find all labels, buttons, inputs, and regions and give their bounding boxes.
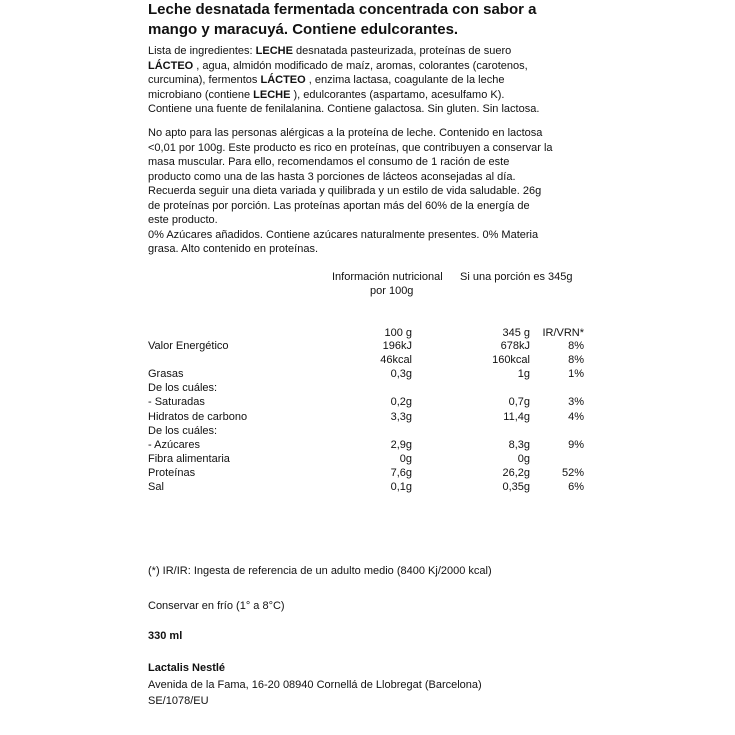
nutrient-name: - Saturadas <box>148 396 205 409</box>
nutrient-name: Proteínas <box>148 466 196 479</box>
allergen-lacteo: LÁCTEO <box>260 74 306 86</box>
column-header-100g: 100 g <box>384 327 412 339</box>
nutrition-header-per-100g-sub: por 100g <box>370 285 414 297</box>
notes-line: grasa. Alto contenido en proteínas. <box>148 243 319 255</box>
allergen-lacteo: LÁCTEO <box>148 59 194 72</box>
ingredients-text: Contiene una fuente de fenilalanina. Contiene galactosa. Sin gluten. Sin lactosa. <box>148 103 540 115</box>
ingredients-text: Lista de ingredientes: <box>148 45 256 57</box>
notes-line: Recuerda seguir una dieta variada y quilibrada y un estilo de vida saludable. 26g <box>148 185 542 197</box>
nutrition-header-per-100g: Información nutricional <box>332 271 443 283</box>
footnote: (*) IR/IR: Ingesta de referencia de un adulto medio (8400 Kj/2000 kcal) <box>148 565 492 577</box>
ingredients-text: desnatada pasteurizada, proteínas de suero <box>292 45 512 57</box>
nutrient-value-100g: 0,3g <box>390 368 412 381</box>
nutrient-value-ir: 8% <box>568 354 584 367</box>
nutrient-value-portion: 160kcal <box>492 354 530 367</box>
nutrient-value-100g: 0,1g <box>390 481 412 493</box>
product-title <box>148 0 536 40</box>
nutrient-name: Sal <box>148 481 164 493</box>
nutrient-name: Fibra alimentaria <box>148 452 230 465</box>
volume: 330 ml <box>148 630 183 642</box>
notes-line: de proteínas por porción. Las proteínas aportan más del 60% de la energía de <box>148 199 530 212</box>
nutrient-value-portion: 26,2g <box>502 466 530 479</box>
nutrient-value-ir: 1% <box>568 368 584 381</box>
notes-line: No apto para las personas alérgicas a la proteína de leche. Contenido en lactosa <box>148 127 543 139</box>
nutrient-value-100g: 0g <box>399 452 412 465</box>
nutrient-value-100g: 0,2g <box>390 396 412 409</box>
nutrient-value-100g: 7,6g <box>390 466 412 479</box>
nutrient-value-ir: 9% <box>568 438 584 451</box>
nutrient-value-portion: 0g <box>517 452 530 465</box>
allergen-leche: LECHE <box>253 88 291 101</box>
company-address: Avenida de la Fama, 16-20 08940 Cornellá de Llobregat (Barcelona) <box>148 679 482 691</box>
notes-line: 0% Azúcares añadidos. Contiene azúcares naturalmente presentes. 0% Materia <box>148 228 539 241</box>
nutrient-value-ir: 4% <box>568 410 584 423</box>
nutrient-value-portion: 0,7g <box>508 396 530 409</box>
notes-line: masa muscular. Para ello, recomendamos el consumo de 1 ración de este <box>148 156 510 168</box>
nutrient-value-ir: 6% <box>568 481 584 493</box>
column-header-ir: IR/VRN* <box>542 327 584 339</box>
product-title-line-2: mango y maracuyá. Contiene edulcorantes. <box>148 21 459 38</box>
ingredients-text: , agua, almidón modificado de maíz, aromas, colorantes (carotenos, <box>193 59 528 72</box>
ingredients-text: microbiano (contiene <box>148 88 254 101</box>
company-name: Lactalis Nestlé <box>148 662 226 674</box>
ingredients-text: ), edulcorantes (aspartamo, acesulfamo K). <box>290 88 505 101</box>
nutrient-value-100g: 196kJ <box>382 340 412 352</box>
nutrient-value-ir: 3% <box>568 396 584 409</box>
nutrient-value-portion: 678kJ <box>500 340 530 352</box>
product-label <box>142 0 588 735</box>
nutrient-value-ir: 8% <box>568 340 584 352</box>
nutrient-name: Hidratos de carbono <box>148 410 248 423</box>
nutrient-value-portion: 0,35g <box>502 481 530 493</box>
product-title-line-1: Leche desnatada fermentada concentrada con sabor a <box>148 1 537 18</box>
nutrient-name: De los cuáles: <box>148 424 218 437</box>
ingredients-text: , enzima lactasa, coagulante de la leche <box>305 74 505 86</box>
nutrient-name: - Azúcares <box>148 438 200 451</box>
column-header-portion: 345 g <box>502 327 530 339</box>
notes-line: producto como una de las hasta 3 porciones de lácteos aconsejadas al día. <box>148 170 516 183</box>
notes-line: este producto. <box>148 214 218 226</box>
ingredients-list <box>148 44 588 117</box>
nutrient-name: Grasas <box>148 368 184 381</box>
allergen-leche: LECHE <box>255 45 293 57</box>
notes-line: <0,01 por 100g. Este producto es rico en proteínas, que contribuyen a conservar la <box>148 141 553 154</box>
registry-code: SE/1078/EU <box>148 695 209 707</box>
nutrient-value-portion: 1g <box>517 368 530 381</box>
nutrient-name: De los cuáles: <box>148 382 218 395</box>
nutrient-value-ir: 52% <box>561 466 584 479</box>
nutrient-value-100g: 3,3g <box>390 410 412 423</box>
nutrition-header-portion: Si una porción es 345g <box>460 271 573 283</box>
nutrient-name: Valor Energético <box>148 340 229 352</box>
nutrient-value-portion: 8,3g <box>508 438 530 451</box>
nutrient-value-100g: 46kcal <box>380 354 412 367</box>
product-notes <box>148 126 588 257</box>
nutrient-value-portion: 11,4g <box>503 410 530 423</box>
ingredients-text: curcumina), fermentos <box>148 74 261 86</box>
storage-instructions: Conservar en frío (1° a 8°C) <box>148 600 285 612</box>
nutrient-value-100g: 2,9g <box>390 438 412 451</box>
